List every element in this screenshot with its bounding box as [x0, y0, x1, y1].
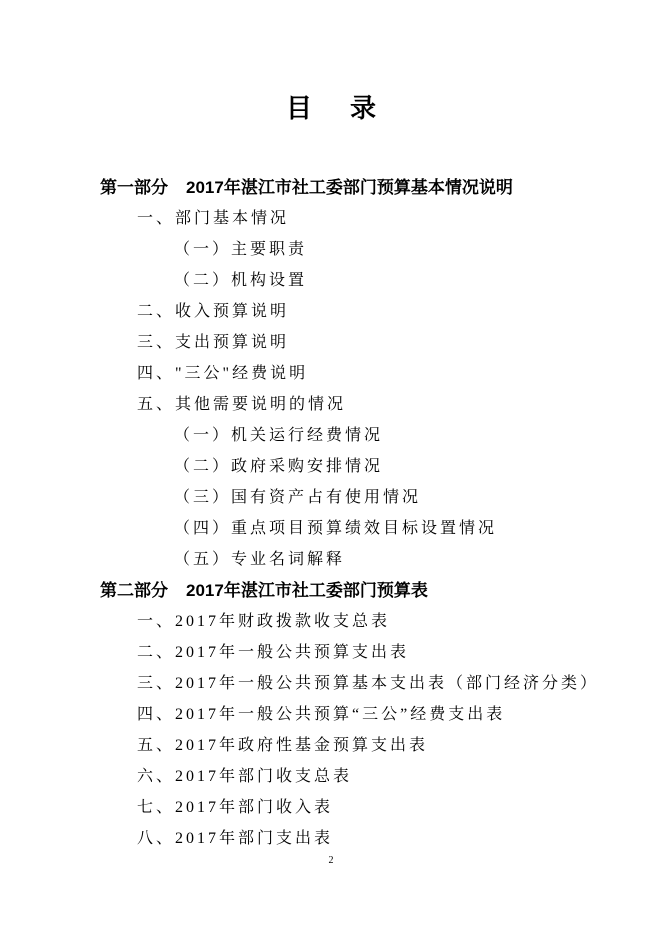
toc-entry[interactable]: 四、2017年一般公共预算“三公”经费支出表: [137, 706, 506, 723]
toc-part-heading[interactable]: [0, 172, 662, 203]
part-label: 第一部分: [100, 178, 168, 197]
toc-entry[interactable]: 一、2017年财政拨款收支总表: [137, 613, 391, 630]
toc-entry[interactable]: 五、2017年政府性基金预算支出表: [137, 737, 429, 754]
toc-entry[interactable]: （一）机关运行经费情况: [174, 427, 384, 444]
table-of-contents: [0, 172, 662, 854]
page-title: 目录: [285, 94, 414, 124]
part-title: 2017年湛江市社工委部门预算基本情况说明: [186, 178, 513, 197]
toc-entry[interactable]: 二、收入预算说明: [137, 303, 290, 320]
page-number: 2: [328, 855, 334, 866]
toc-entry[interactable]: 八、2017年部门支出表: [137, 830, 334, 847]
toc-entry[interactable]: （三）国有资产占有使用情况: [174, 489, 422, 506]
toc-entry[interactable]: 三、支出预算说明: [137, 334, 290, 351]
toc-entry[interactable]: 二、2017年一般公共预算支出表: [137, 644, 410, 661]
toc-entry[interactable]: 六、2017年部门收支总表: [137, 768, 353, 785]
toc-entry[interactable]: 三、2017年一般公共预算基本支出表（部门经济分类）: [137, 675, 600, 692]
toc-entry[interactable]: （四）重点项目预算绩效目标设置情况: [174, 520, 498, 537]
toc-entry[interactable]: 一、部门基本情况: [137, 210, 290, 227]
toc-entry[interactable]: （一）主要职责: [174, 241, 308, 258]
part-title: 2017年湛江市社工委部门预算表: [186, 581, 428, 600]
toc-entry[interactable]: （二）机构设置: [174, 272, 308, 289]
toc-entry[interactable]: 七、2017年部门收入表: [137, 799, 334, 816]
toc-entry[interactable]: 五、其他需要说明的情况: [137, 396, 347, 413]
toc-entry[interactable]: （二）政府采购安排情况: [174, 458, 384, 475]
part-label: 第二部分: [100, 581, 168, 600]
toc-part-heading[interactable]: [0, 575, 662, 606]
toc-entry[interactable]: 四、"三公"经费说明: [137, 365, 309, 382]
toc-entry[interactable]: （五）专业名词解释: [174, 551, 346, 568]
